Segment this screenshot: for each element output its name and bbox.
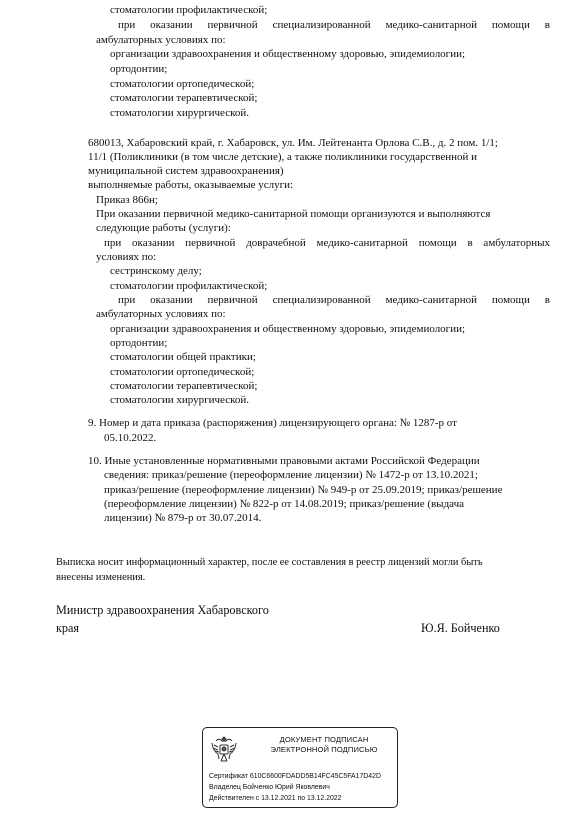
notice-line: внесены изменения. — [56, 572, 146, 583]
text-line: сведения: приказ/решение (переоформление лицензии) № 1472-р от 13.10.2021; — [104, 469, 478, 481]
stamp-title-1: ДОКУМЕНТ ПОДПИСАН — [279, 735, 369, 744]
stamp-owner: Владелец Бойченко Юрий Яковлевич — [209, 784, 330, 791]
text-line: 11/1 (Поликлиники (в том числе детские), а также поликлиники государственной и — [88, 151, 477, 163]
text-line: стоматологии ортопедической; — [110, 366, 255, 378]
text-line: стоматологии общей практики; — [110, 351, 256, 363]
text-line: приказ/решение (переоформление лицензии) № 949-р от 25.09.2019; приказ/решение — [104, 484, 503, 496]
signer-position: Министр здравоохранения Хабаровского — [56, 603, 269, 617]
text-line: 10. Иные установленные нормативными правовыми актами Российской Федерации — [88, 455, 480, 467]
signer-position-cont: края — [56, 621, 80, 635]
text-line: выполняемые работы, оказываемые услуги: — [88, 179, 294, 191]
text-line: при оказании первичной специализированной медико-санитарной помощи в — [118, 294, 550, 306]
e-signature-stamp — [202, 727, 398, 808]
text-line: следующие работы (услуги): — [96, 222, 231, 234]
coat-of-arms-icon — [209, 733, 239, 767]
text-line: стоматологии ортопедической; — [110, 78, 255, 90]
text-line: при оказании первичной специализированной медико-санитарной помощи в — [118, 19, 550, 31]
text-line: стоматологии профилактической; — [110, 4, 268, 16]
text-line: ортодонтии; — [110, 63, 168, 75]
text-line: лицензии) № 879-р от 30.07.2014. — [104, 512, 262, 524]
text-line: сестринскому делу; — [110, 265, 202, 277]
text-line: амбулаторных условиях по: — [96, 308, 226, 320]
signer-name: Ю.Я. Бойченко — [421, 621, 500, 635]
text-line: 05.10.2022. — [104, 432, 157, 444]
stamp-certificate: Сертификат 610C6600FDADD5B14FC45C5FA17D42D — [209, 773, 381, 780]
stamp-title-2: ЭЛЕКТРОННОЙ ПОДПИСЬЮ — [270, 745, 378, 754]
address-line: 680013, Хабаровский край, г. Хабаровск, ул. Им. Лейтенанта Орлова С.В., д. 2 пом. 1/1; — [88, 137, 498, 149]
text-line: Приказ 866н; — [96, 194, 158, 206]
text-line: организации здравоохранения и общественному здоровью, эпидемиологии; — [110, 323, 466, 335]
text-line: ортодонтии; — [110, 337, 168, 349]
text-line: (переоформление лицензии) № 822-р от 14.08.2019; приказ/решение (выдача — [104, 498, 465, 510]
text-line: стоматологии профилактической; — [110, 280, 268, 292]
text-line: стоматологии терапевтической; — [110, 380, 258, 392]
text-line: при оказании первичной доврачебной медико-санитарной помощи в амбулаторных — [104, 237, 550, 249]
text-line: амбулаторных условиях по: — [96, 34, 226, 46]
stamp-validity: Действителен с 13.12.2021 по 13.12.2022 — [209, 795, 342, 802]
text-line: стоматологии хирургической. — [110, 107, 249, 119]
text-line: организации здравоохранения и общественному здоровью, эпидемиологии; — [110, 48, 466, 60]
text-line: стоматологии терапевтической; — [110, 92, 258, 104]
notice-line: Выписка носит информационный характер, после ее составления в реестр лицензий могли быть — [56, 557, 483, 568]
text-line: муниципальной систем здравоохранения) — [88, 165, 284, 177]
text-line: стоматологии хирургической. — [110, 394, 249, 406]
text-line: 9. Номер и дата приказа (распоряжения) лицензирующего органа: № 1287-р от — [88, 417, 457, 429]
text-line: условиях по: — [96, 251, 157, 263]
text-line: При оказании первичной медико-санитарной помощи организуются и выполняются — [96, 208, 491, 220]
